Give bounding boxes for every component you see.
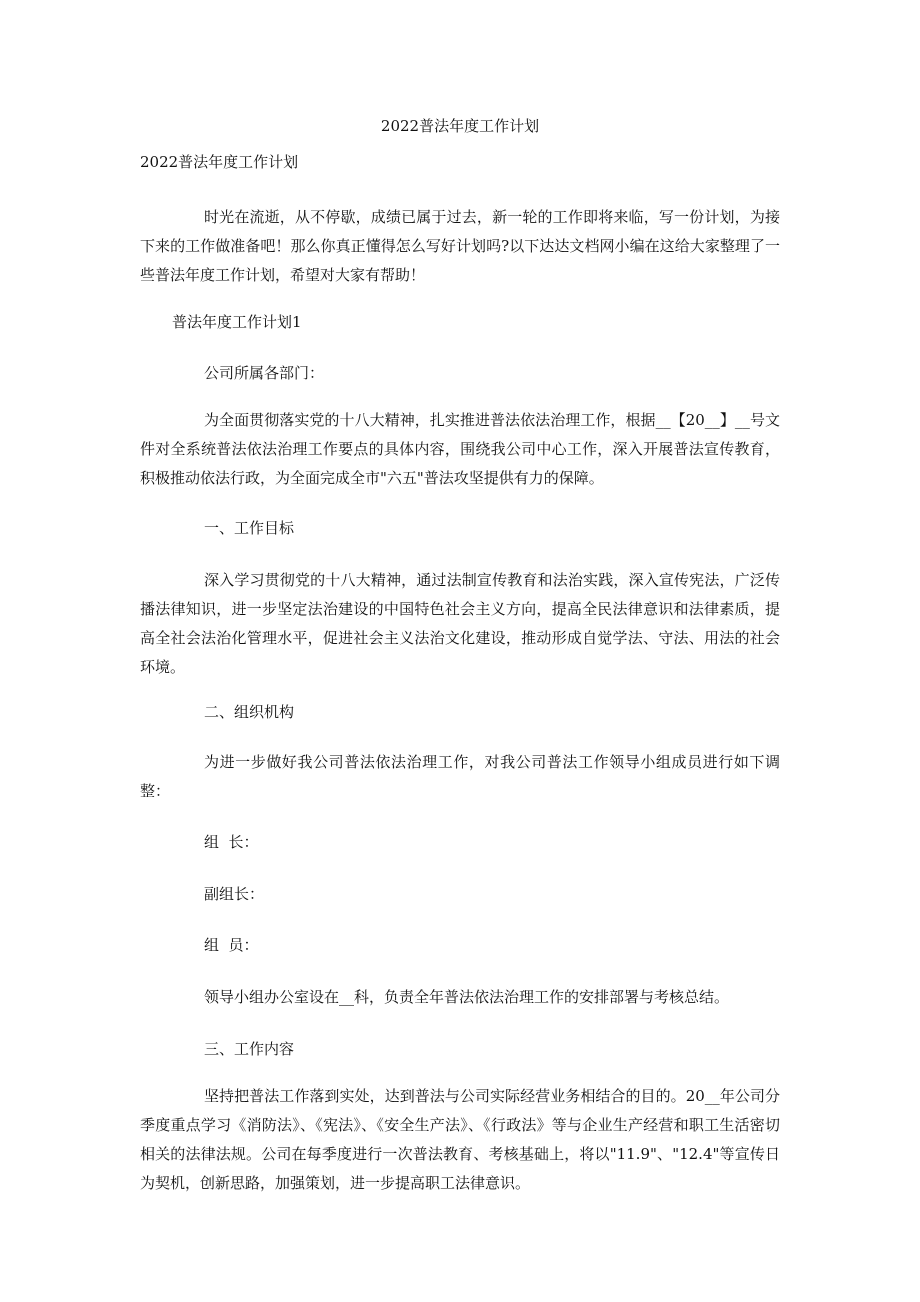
section-1-heading: 一、工作目标: [204, 519, 295, 537]
section-2-body: 为进一步做好我公司普法依法治理工作，对我公司普法工作领导小组成员进行如下调整：: [140, 753, 780, 800]
section-2-heading: 二、组织机构: [204, 703, 295, 721]
salutation: 公司所属各部门：: [204, 364, 325, 382]
deputy-leader-label: 副组长：: [204, 885, 265, 903]
section-3-heading: 三、工作内容: [204, 1040, 295, 1058]
document-subtitle: 2022普法年度工作计划: [140, 153, 299, 171]
leader-label: 组 长：: [204, 833, 259, 851]
section-3-body: 坚持把普法工作落到实处，达到普法与公司实际经营业务相结合的目的。20__年公司分季度重点学习《消防法》、《宪法》、《安全生产法》、《行政法》等与企业生产经营和职工生活密切相关的法律法规。公司在每季度进行一次普法教育、考核基础上，将以"11.9"、"12.4"等宣传日为契机，创新思路，加强策划，进一步提高职工法律意识。: [140, 1087, 780, 1192]
member-label: 组 员：: [204, 936, 259, 954]
plan-1-title: 普法年度工作计划1: [172, 313, 302, 331]
basis-paragraph: 为全面贯彻落实党的十八大精神，扎实推进普法依法治理工作，根据__【20__】__号文件对全系统普法依法治理工作要点的具体内容，围绕我公司中心工作，深入开展普法宣传教育，积极推动依法行政，为全面完成全市"六五"普法攻坚提供有力的保障。: [140, 411, 780, 487]
intro-paragraph: 时光在流逝，从不停歇，成绩已属于过去，新一轮的工作即将来临，写一份计划，为接下来的工作做准备吧！那么你真正懂得怎么写好计划吗?以下达达文档网小编在这给大家整理了一些普法年度工作计划，希望对大家有帮助！: [140, 208, 780, 284]
office-line: 领导小组办公室设在__科，负责全年普法依法治理工作的安排部署与考核总结。: [204, 988, 730, 1006]
document-title: 2022普法年度工作计划: [380, 117, 540, 135]
section-1-body: 深入学习贯彻党的十八大精神，通过法制宣传教育和法治实践，深入宣传宪法，广泛传播法律知识，进一步坚定法治建设的中国特色社会主义方向，提高全民法律意识和法律素质，提高全社会法治化管理水平，促进社会主义法治文化建设，推动形成自觉学法、守法、用法的社会环境。: [140, 571, 780, 676]
